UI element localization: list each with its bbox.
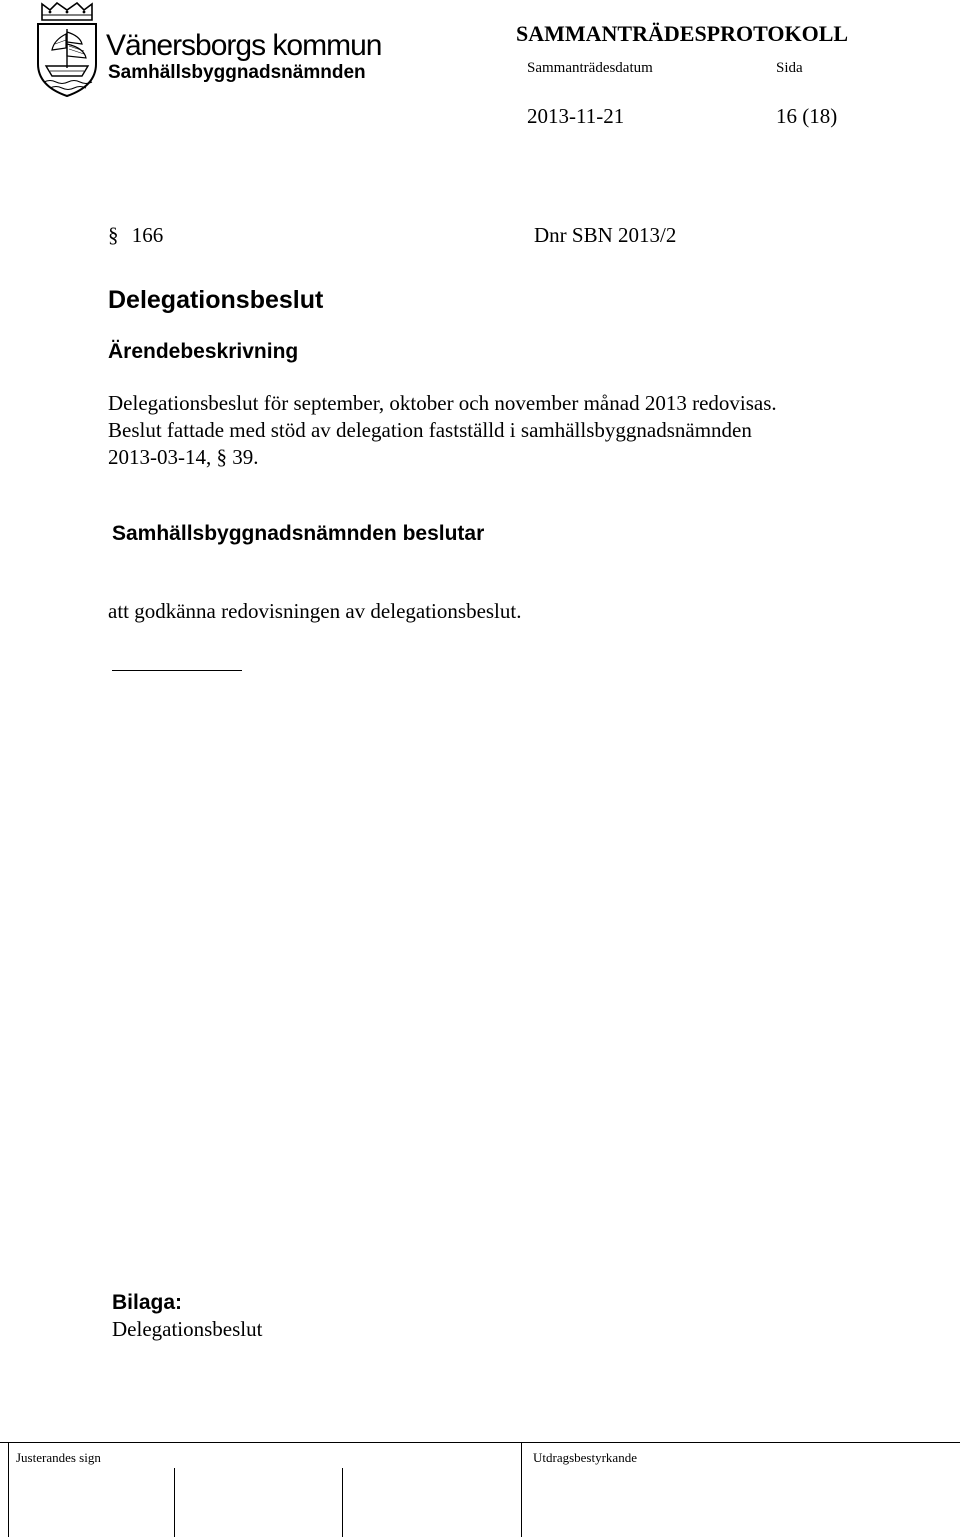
decision-text: att godkänna redovisningen av delegationsbeslut. <box>108 599 522 623</box>
section-symbol: § <box>108 223 119 247</box>
footer-divider <box>174 1468 175 1537</box>
footer-divider <box>521 1442 522 1537</box>
sign-label: Justerandes sign <box>16 1450 101 1465</box>
item-paragraph <box>108 222 163 248</box>
description-line: Beslut fattade med stöd av delegation fastställd i samhällsbyggnadsnämnden <box>108 418 752 442</box>
description-heading: Ärendebeskrivning <box>108 340 299 363</box>
item-title: Delegationsbeslut <box>108 286 324 314</box>
decision-heading: Samhällsbyggnadsnämnden beslutar <box>112 522 485 545</box>
page-label: Sida <box>776 60 803 76</box>
item-number: 166 <box>131 223 164 247</box>
ship-crest-icon <box>36 2 98 98</box>
municipality-logo <box>36 2 98 98</box>
description-text <box>108 390 888 471</box>
description-line: 2013-03-14, § 39. <box>108 445 259 469</box>
document-type: SAMMANTRÄDESPROTOKOLL <box>516 21 849 46</box>
page-number: 16 (18) <box>776 104 838 128</box>
dnr-reference: Dnr SBN 2013/2 <box>534 223 677 247</box>
description-line: Delegationsbeslut för september, oktober och november månad 2013 redovisas. <box>108 391 777 415</box>
footer-rule <box>0 1442 960 1443</box>
attachment-item: Delegationsbeslut <box>112 1317 263 1341</box>
attachment-label: Bilaga: <box>112 1291 183 1314</box>
org-department: Samhällsbyggnadsnämnden <box>108 62 366 83</box>
footer-divider <box>8 1442 9 1537</box>
date-label: Sammanträdesdatum <box>527 60 653 76</box>
end-of-item-rule <box>112 670 242 671</box>
footer-divider <box>342 1468 343 1537</box>
extract-label: Utdragsbestyrkande <box>533 1450 637 1465</box>
org-name: Vänersborgs kommun <box>106 29 382 62</box>
meeting-date: 2013-11-21 <box>527 104 625 128</box>
